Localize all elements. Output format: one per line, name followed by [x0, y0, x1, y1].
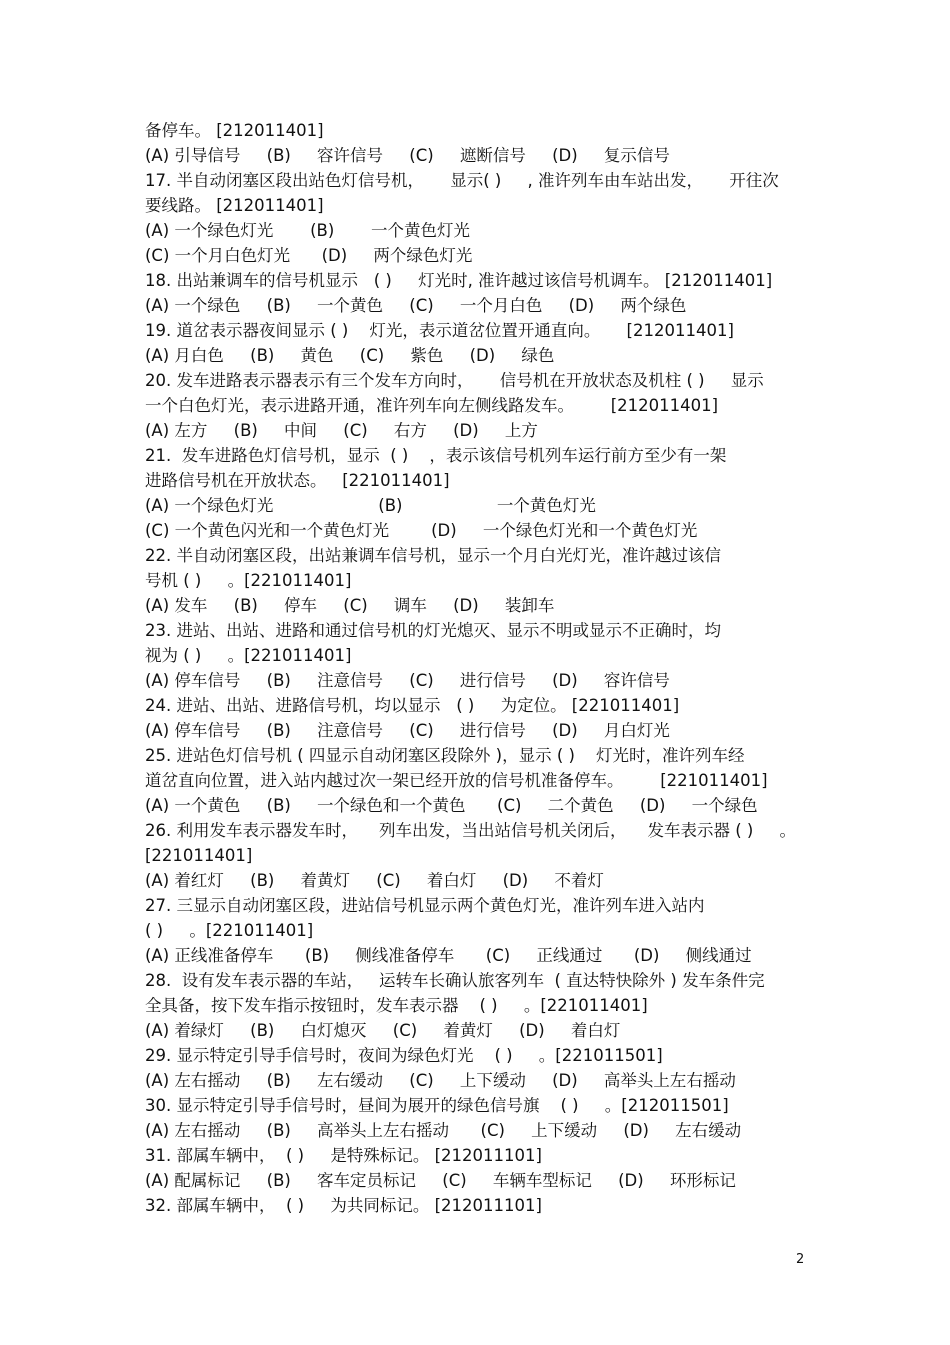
- text-line: 号机 ( ) 。[221011401]: [145, 571, 352, 590]
- text-line: 24. 进站、出站、进路信号机，均以显示 ( ) 为定位。 [221011401]: [145, 696, 680, 715]
- text-line: (A) 着红灯 (B) 着黄灯 (C) 着白灯 (D) 不着灯: [145, 871, 604, 890]
- text-line: 备停车。 [212011401]: [145, 121, 324, 140]
- text-line: (A) 左右摇动 (B) 高举头上左右摇动 (C) 上下缓动 (D) 左右缓动: [145, 1121, 742, 1140]
- text-line: 32. 部属车辆中， ( ) 为共同标记。 [212011101]: [145, 1196, 542, 1215]
- text-line: 进路信号机在开放状态。 [221011401]: [145, 471, 450, 490]
- text-line: (A) 月白色 (B) 黄色 (C) 紫色 (D) 绿色: [145, 346, 555, 365]
- text-line: (C) 一个黄色闪光和一个黄色灯光 (D) 一个绿色灯光和一个黄色灯光: [145, 521, 698, 540]
- text-line: (A) 着绿灯 (B) 白灯熄灭 (C) 着黄灯 (D) 着白灯: [145, 1021, 621, 1040]
- text-line: ( ) 。[221011401]: [145, 921, 314, 940]
- text-line: 25. 进站色灯信号机 ( 四显示自动闭塞区段除外 )，显示 ( ) 灯光时，准许列车经: [145, 746, 745, 765]
- text-line: (A) 一个绿色灯光 (B) 一个黄色灯光: [145, 496, 596, 515]
- text-line: 27. 三显示自动闭塞区段，进站信号机显示两个黄色灯光，准许列车进入站内: [145, 896, 705, 915]
- text-line: 20. 发车进路表示器表示有三个发车方向时， 信号机在开放状态及机柱 ( ) 显示: [145, 371, 764, 390]
- text-line: (C) 一个月白色灯光 (D) 两个绿色灯光: [145, 246, 473, 265]
- text-line: (A) 一个黄色 (B) 一个绿色和一个黄色 (C) 二个黄色 (D) 一个绿色: [145, 796, 758, 815]
- question-list: [145, 118, 815, 1218]
- text-line: 31. 部属车辆中， ( ) 是特殊标记。 [212011101]: [145, 1146, 542, 1165]
- text-line: (A) 停车信号 (B) 注意信号 (C) 进行信号 (D) 月白灯光: [145, 721, 670, 740]
- text-line: 18. 出站兼调车的信号机显示 ( ) 灯光时, 准许越过该信号机调车。 [212011401]: [145, 271, 773, 290]
- text-line: (A) 发车 (B) 停车 (C) 调车 (D) 装卸车: [145, 596, 555, 615]
- text-line: 要线路。 [212011401]: [145, 196, 324, 215]
- text-line: [221011401]: [145, 846, 253, 865]
- text-line: 视为 ( ) 。[221011401]: [145, 646, 352, 665]
- text-line: 一个白色灯光，表示进路开通，准许列车向左侧线路发车。 [212011401]: [145, 396, 719, 415]
- text-line: 26. 利用发车表示器发车时， 列车出发，当出站信号机关闭后， 发车表示器 ( ) 。: [145, 821, 797, 840]
- text-line: 30. 显示特定引导手信号时，昼间为展开的绿色信号旗 ( ) 。[212011501]: [145, 1096, 729, 1115]
- text-line: (A) 一个绿色 (B) 一个黄色 (C) 一个月白色 (D) 两个绿色: [145, 296, 687, 315]
- text-line: (A) 左右摇动 (B) 左右缓动 (C) 上下缓动 (D) 高举头上左右摇动: [145, 1071, 736, 1090]
- text-line: 17. 半自动闭塞区段出站色灯信号机， 显示( ) , 准许列车由车站出发， 开往次: [145, 171, 779, 190]
- text-line: (A) 停车信号 (B) 注意信号 (C) 进行信号 (D) 容许信号: [145, 671, 670, 690]
- text-line: (A) 左方 (B) 中间 (C) 右方 (D) 上方: [145, 421, 538, 440]
- text-line: (A) 正线准备停车 (B) 侧线准备停车 (C) 正线通过 (D) 侧线通过: [145, 946, 752, 965]
- text-line: 22. 半自动闭塞区段，出站兼调车信号机，显示一个月白光灯光，准许越过该信: [145, 546, 721, 565]
- text-line: 全具备，按下发车指示按钮时，发车表示器 ( ) 。[221011401]: [145, 996, 648, 1015]
- text-line: 29. 显示特定引导手信号时，夜间为绿色灯光 ( ) 。[221011501]: [145, 1046, 663, 1065]
- text-line: 23. 进站、出站、进路和通过信号机的灯光熄灭、显示不明或显示不正确时，均: [145, 621, 721, 640]
- text-line: 28. 设有发车表示器的车站， 运转车长确认旅客列车 ( 直达特快除外 ) 发车条件完: [145, 971, 765, 990]
- text-line: (A) 配属标记 (B) 客车定员标记 (C) 车辆车型标记 (D) 环形标记: [145, 1171, 736, 1190]
- page-number: 2: [796, 1252, 805, 1267]
- text-line: (A) 一个绿色灯光 (B) 一个黄色灯光: [145, 221, 471, 240]
- text-line: 19. 道岔表示器夜间显示 ( ) 灯光，表示道岔位置开通直向。 [212011401]: [145, 321, 734, 340]
- text-line: 道岔直向位置，进入站内越过次一架已经开放的信号机准备停车。 [221011401]: [145, 771, 768, 790]
- text-line: (A) 引导信号 (B) 容许信号 (C) 遮断信号 (D) 复示信号: [145, 146, 670, 165]
- text-line: 21. 发车进路色灯信号机，显示 ( ) ，表示该信号机列车运行前方至少有一架: [145, 446, 727, 465]
